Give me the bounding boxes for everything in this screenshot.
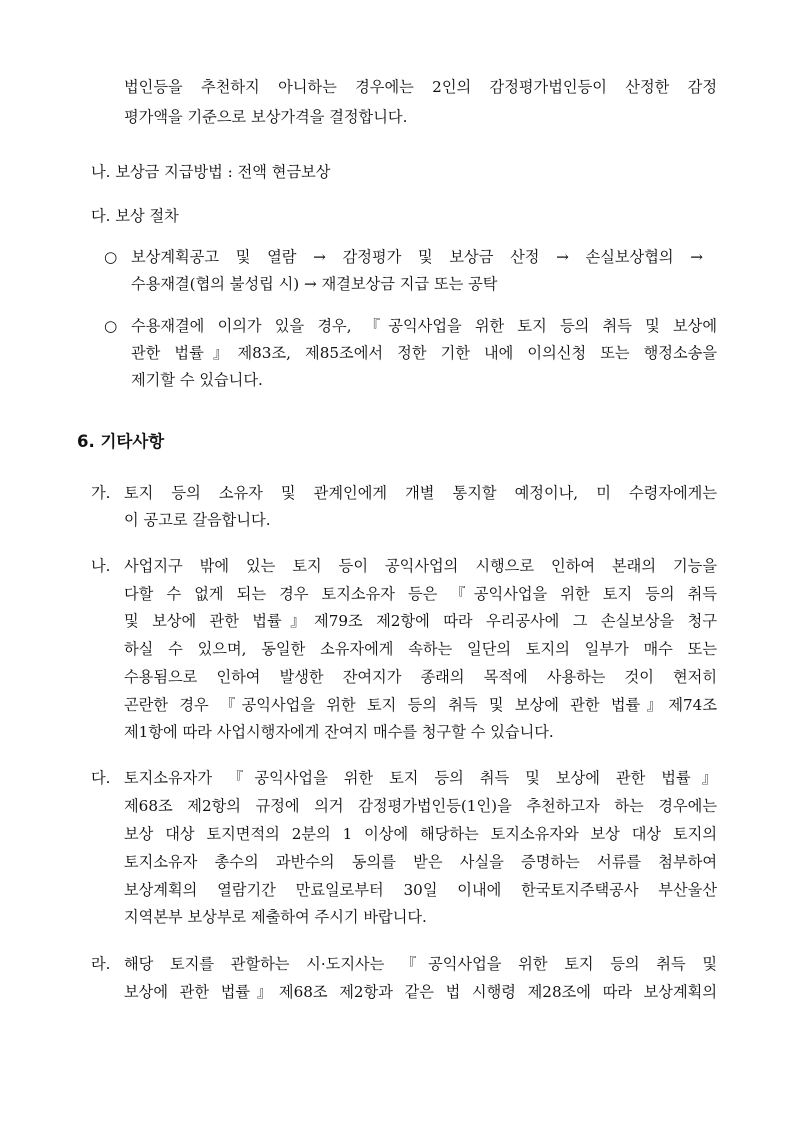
- item-da-line-2: 제68조 제2항의 규정에 의거 감정평가법인등(1인)을 추천하고자 하는 경우에는: [124, 797, 717, 815]
- item-ga-line-2: 이 공고로 갈음합니다.: [124, 511, 271, 529]
- item-marker: 라.: [91, 955, 111, 973]
- procedure-title: 다. 보상 절차: [91, 207, 179, 225]
- procedure-bullet-1-line-1: 보상계획공고 및 열람 → 감정평가 및 보상금 산정 → 손실보상협의 →: [131, 248, 703, 266]
- item-na-line-6: 곤란한 경우 『공익사업을 위한 토지 등의 취득 및 보상에 관한 법률』제74조: [124, 696, 717, 714]
- item-marker: 가.: [91, 484, 111, 502]
- continuation-line-2: 평가액을 기준으로 보상가격을 결정합니다.: [124, 108, 408, 126]
- item-da-line-5: 보상계획의 열람기간 만료일로부터 30일 이내에 한국토지주택공사 부산울산: [124, 881, 717, 899]
- item-ra-line-1: 해당 토지를 관할하는 시·도지사는 『공익사업을 위한 토지 등의 취득 및: [124, 955, 717, 973]
- procedure-bullet-1-line-2: 수용재결(협의 불성립 시) → 재결보상금 지급 또는 공탁: [131, 275, 498, 293]
- item-na-line-4: 하실 수 있으며, 동일한 소유자에게 속하는 일단의 토지의 일부가 매수 또는: [124, 640, 717, 658]
- item-na-line-3: 및 보상에 관한 법률』제79조 제2항에 따라 우리공사에 그 손실보상을 청구: [124, 612, 717, 630]
- bullet-icon: ○: [104, 248, 118, 266]
- item-na-line-1: 사업지구 밖에 있는 토지 등이 공익사업의 시행으로 인하여 본래의 기능을: [124, 557, 717, 575]
- item-da-line-1: 토지소유자가 『공익사업을 위한 토지 등의 취득 및 보상에 관한 법률』: [124, 769, 717, 787]
- procedure-bullet-2-line-1: 수용재결에 이의가 있을 경우, 『공익사업을 위한 토지 등의 취득 및 보상에: [131, 317, 717, 335]
- procedure-bullet-2-line-2: 관한 법률』제83조, 제85조에서 정한 기한 내에 이의신청 또는 행정소송을: [131, 344, 717, 362]
- item-ra-line-2: 보상에 관한 법률』제68조 제2항과 같은 법 시행령 제28조에 따라 보상계획의: [124, 983, 717, 1001]
- continuation-line-1: 법인등을 추천하지 아니하는 경우에는 2인의 감정평가법인등이 산정한 감정: [124, 78, 717, 96]
- item-da-line-3: 보상 대상 토지면적의 2분의 1 이상에 해당하는 토지소유자와 보상 대상 토지의: [124, 825, 717, 843]
- item-ga-line-1: 토지 등의 소유자 및 관계인에게 개별 통지할 예정이나, 미 수령자에게는: [124, 484, 717, 502]
- item-da-line-6: 지역본부 보상부로 제출하여 주시기 바랍니다.: [124, 908, 427, 926]
- payment-method: 나. 보상금 지급방법 : 전액 현금보상: [91, 163, 331, 181]
- procedure-bullet-2-line-3: 제기할 수 있습니다.: [131, 371, 263, 389]
- item-na-line-7: 제1항에 따라 사업시행자에게 잔여지 매수를 청구할 수 있습니다.: [124, 723, 554, 741]
- item-marker: 다.: [91, 769, 111, 787]
- item-na-line-2: 다할 수 없게 되는 경우 토지소유자 등은 『공익사업을 위한 토지 등의 취득: [124, 585, 717, 603]
- section-heading: 6. 기타사항: [77, 432, 165, 451]
- item-da-line-4: 토지소유자 총수의 과반수의 동의를 받은 사실을 증명하는 서류를 첨부하여: [124, 853, 717, 871]
- item-marker: 나.: [91, 557, 111, 575]
- item-na-line-5: 수용됨으로 인하여 발생한 잔여지가 종래의 목적에 사용하는 것이 현저히: [124, 668, 717, 686]
- bullet-icon: ○: [104, 317, 118, 335]
